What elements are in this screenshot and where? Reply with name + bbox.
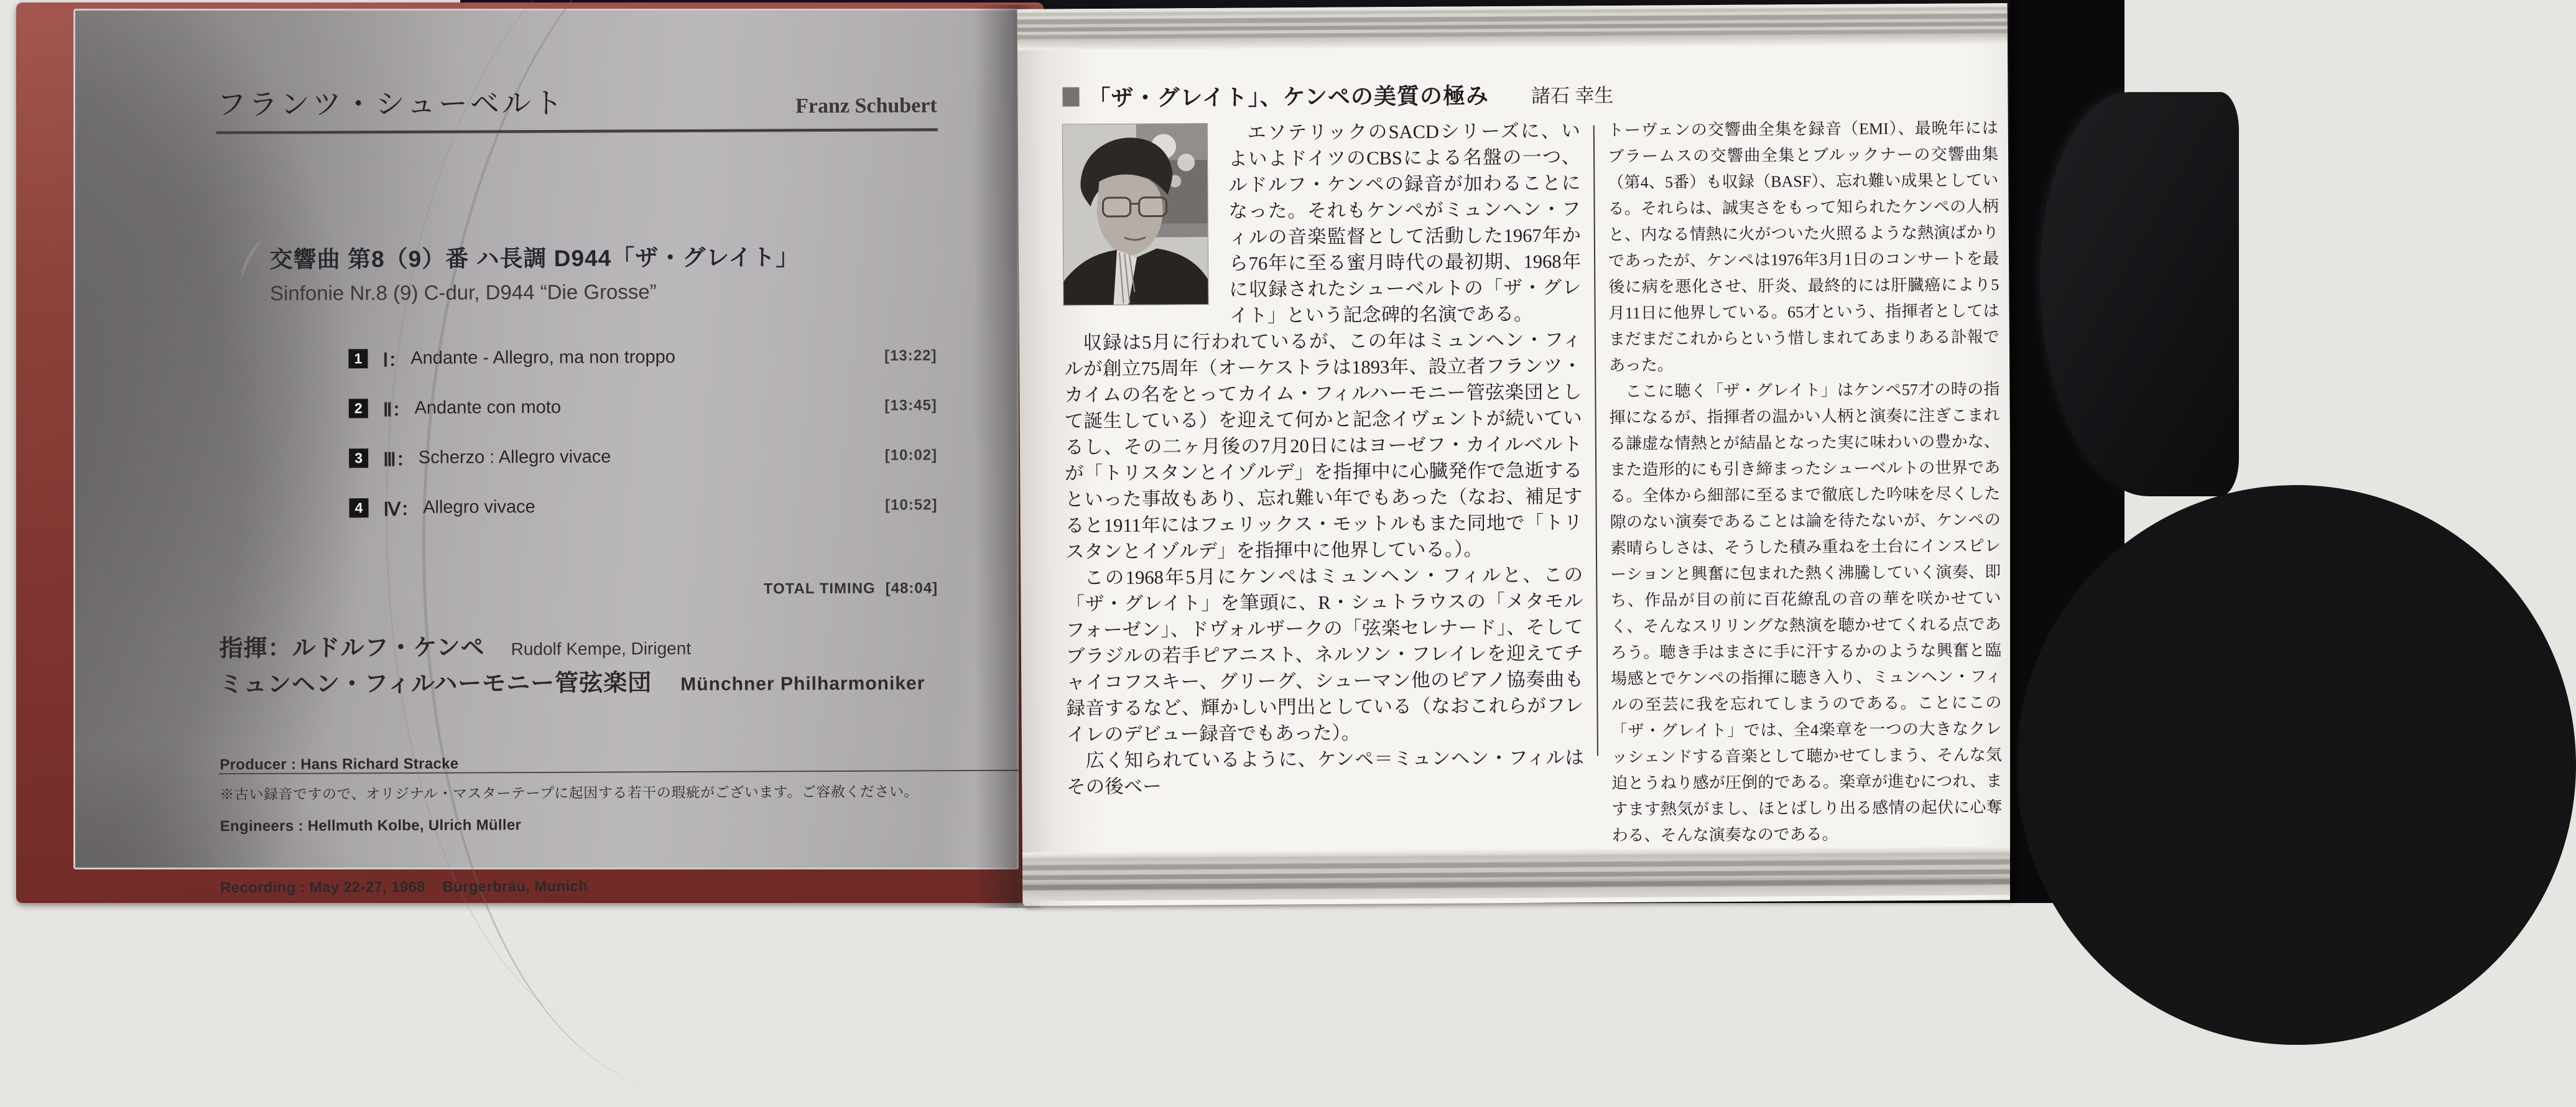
cd-disc-edge <box>2024 498 2571 1045</box>
total-timing <box>350 580 938 600</box>
conductor-jp: 指揮：ルドルフ・ケンペ <box>219 628 484 663</box>
track-list <box>348 345 937 546</box>
essay-author: 諸石 幸生 <box>1531 80 1614 108</box>
credit-engineers: Engineers : Hellmuth Kolbe, Ulrich Müller <box>220 815 588 837</box>
essay-column-2 <box>1608 115 2003 849</box>
track-row <box>348 345 937 369</box>
essay-column-1 <box>1063 118 1585 800</box>
track-title: Scherzo : Allegro vivace <box>419 447 611 468</box>
essay-paragraph: ここに聴く「ザ・グレイト」はケンペ57才の時の指揮になるが、指揮者の温かい人柄と演奏に注ぎこまれる謙虚な情熱とが結晶となった実に味わいの豊かな、また造形的にも引き締まったシューベルトの世界である。全体から細部に至るまで徹底した吟味を尽くした隙のない演奏であることは論を待たないが、ケンペの素晴らしさは、そうした積み重ねを土台にインスピレーションと興奮に包まれた熱く沸騰していく演奏、即ち、作品が目の前に百花繚乱の音の華を咲かせていく、そんなスリリングな熱演を聴かせてくれる点であろう。聴き手はまさに手に汗するかのような興奮と臨場感とでケンペの指揮に聴き入り、ミュンヘン・フィルの至芸に我を忘れてしまうのである。ことにこの「ザ・グレイト」では、全4楽章を一つの大きなクレッシェンドする音楽として聴かせてしまう、そんな気迫とうねり感が圧倒的である。楽章が進むにつれ、ますます熱気がまし、ほとばしり出る感情の起伏に心奪わる、そんな演奏なのである。 <box>1609 376 2003 849</box>
orchestra-jp: ミュンヘン・フィルハーモニー管弦楽団 <box>220 663 652 699</box>
track-title: Allegro vivace <box>423 497 535 518</box>
column-divider <box>1593 125 1598 756</box>
essay-title: 「ザ・グレイト」、ケンペの美質の極み <box>1088 78 1489 113</box>
essay-paragraph: 収録は5月に行われているが、この年はミュンヘン・フィルが創立75周年（オーケストラは1893年、設立者フランツ・カイムの名をとってカイム・フィルハーモニー管弦楽団として誕生している）を迎えて何かと記念イヴェントが続いているし、その二ヶ月後の7月20日にはヨーゼフ・カイルベルトが「トリスタンとイゾルデ」を指揮中に心臓発作で急逝するといった事故もあり、忘れ難い年でもあった（なお、補足すると1911年にはフェリックス・モットルもまた同地で「トリスタンとイゾルデ」を指揮中に他界している。）。 <box>1064 327 1583 565</box>
movement-numeral: Ⅱ： <box>383 394 411 422</box>
heading-square-icon <box>1062 87 1079 106</box>
credit-producer: Producer : Hans Richard Stracke <box>220 753 587 776</box>
booklet-left-page <box>73 9 1019 869</box>
composer-title-row <box>216 78 937 123</box>
production-credits <box>220 712 588 940</box>
cd-tray <box>2010 0 2124 903</box>
essay-heading-row <box>1062 78 1613 113</box>
old-recording-disclaimer: ※古い録音ですので、オリジナル・マスターテープに起因する若干の瑕疵がございます。ご容赦ください。 <box>220 780 919 804</box>
work-title-jp: 交響曲 第8（9）番 ハ長調 D944「ザ・グレイト」 <box>270 238 800 274</box>
author-photo <box>1063 124 1208 305</box>
composer-name-jp: フランツ・シューベルト <box>216 80 565 123</box>
tray-edge-shadow <box>2010 0 2021 903</box>
conductor-en: Rudolf Kempe, Dirigent <box>511 639 692 659</box>
work-title-en: Sinfonie Nr.8 (9) C-dur, D944 “Die Grosse” <box>270 280 657 305</box>
track-title: Andante con moto <box>414 397 561 418</box>
track-time: [13:22] <box>884 347 937 364</box>
credit-recording: Recording : May 22-27, 1968 Bürgerbräu, Munich <box>220 876 588 899</box>
movement-numeral: Ⅲ： <box>383 444 415 471</box>
essay-paragraph: この1968年5月にケンペはミュンヘン・フィルと、この「ザ・グレイト」を筆頭に、R・シュトラウスの「メタモルフォーゼン」、ドヴォルザークの「弦楽セレナード」、そしてブラジルの若手ピアニスト、ネルソン・フレイレを迎えてチャイコフスキー、グリーグ、シューマン他のピアノ協奏曲も録音するなど、輝かしい門出としている（なおこれらがフレイレのデビュー録音でもあった）。 <box>1065 562 1584 748</box>
track-number-badge: 1 <box>348 349 368 368</box>
composer-name-en: Franz Schubert <box>795 94 937 121</box>
track-number-badge: 2 <box>349 399 368 418</box>
left-page-content <box>73 9 1019 870</box>
title-rule <box>216 128 938 134</box>
stripe-band-top <box>1017 3 2008 50</box>
movement-numeral: Ⅰ： <box>382 345 407 372</box>
track-number-badge: 3 <box>349 448 368 468</box>
track-row <box>349 494 937 519</box>
stripe-band-bottom <box>1022 846 2013 901</box>
essay-paragraph: トーヴェンの交響曲全集を録音（EMI）、最晩年にはブラームスの交響曲全集とブルックナーの交響曲集（第4、5番）も収録（BASF）、忘れ難い成果としている。それらは、誠実さをもって知られたケンペの人柄と、内なる情熱に火がついた火照るような熱演ばかりであったが、ケンペは1976年3月1日のコンサートを最後に病を悪化させ、肝炎、最終的には肝臓癌により5月11日に他界している。65才という、指揮者としてはまだまだこれからという惜しまれてあまりある訃報であった。 <box>1608 115 2000 379</box>
tray-wedge-shape <box>2040 92 2239 496</box>
total-timing-value: [48:04] <box>886 580 938 596</box>
orchestra-line <box>220 662 925 699</box>
track-number-badge: 4 <box>349 498 368 517</box>
track-row <box>349 394 937 419</box>
essay-paragraph: エソテリックのSACDシリーズに、いよいよドイツのCBSによる名盤の一つ、ルドルフ・ケンペの録音が加わることになった。それもケンペがミュンヘン・フィルの音楽監督として活動した1967年から76年に至る蜜月時代の最初期、1968年に収録されたシューベルトの「ザ・グレイト」という記念碑的名演である。 <box>1063 118 1582 330</box>
total-timing-label: TOTAL TIMING <box>764 580 876 598</box>
track-row <box>349 444 937 469</box>
track-title: Andante - Allegro, ma non troppo <box>410 347 675 369</box>
conductor-line <box>219 627 691 663</box>
track-time: [13:45] <box>884 397 937 414</box>
booklet-right-page <box>1017 3 2013 906</box>
leaf-mark-icon <box>215 233 266 288</box>
essay-paragraph: 広く知られているように、ケンペ＝ミュンヘン・フィルはその後ベー <box>1067 744 1584 800</box>
track-time: [10:02] <box>885 447 937 464</box>
orchestra-en: Münchner Philharmoniker <box>680 673 925 695</box>
movement-numeral: Ⅳ： <box>383 494 419 521</box>
track-time: [10:52] <box>885 496 937 514</box>
